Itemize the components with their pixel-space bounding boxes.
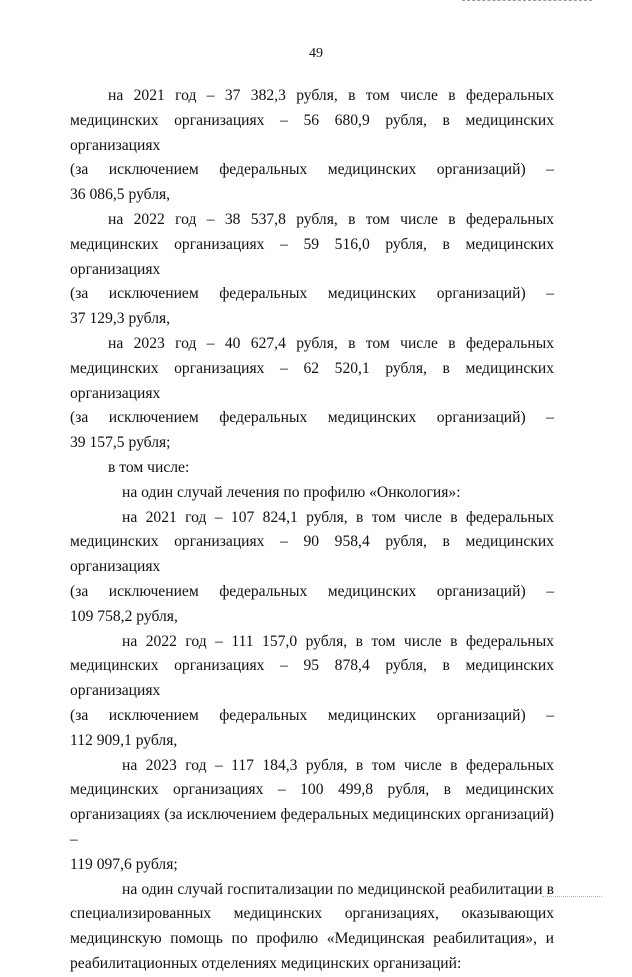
paragraph-including: в том числе:: [108, 458, 190, 476]
oncology-2022-line-1: на 2022 год – 111 157,0 рубля, в том числе в федеральных: [122, 632, 554, 650]
paragraph-2023-line-3: (за исключением федеральных медицинских организаций) –: [70, 409, 554, 427]
paragraph-2022-line-4: 37 129,3 рубля,: [70, 310, 171, 328]
oncology-2021-line-1: на 2021 год – 107 824,1 рубля, в том числе в федеральных: [122, 508, 554, 526]
rehabilitation-line-4: реабилитационных отделениях медицинских организаций:: [70, 954, 462, 972]
oncology-2021-line-4: 109 758,2 рубля,: [70, 607, 178, 625]
oncology-2022-line-2: медицинских организациях – 95 878,4 рубля, в медицинских организациях: [70, 657, 554, 700]
oncology-2023-line-1: на 2023 год – 117 184,3 рубля, в том числе в федеральных: [122, 756, 554, 774]
oncology-2022-line-3: (за исключением федеральных медицинских организаций) –: [70, 706, 554, 724]
oncology-2021-line-3: (за исключением федеральных медицинских организаций) –: [70, 582, 554, 600]
oncology-2022-line-4: 112 909,1 рубля,: [70, 731, 178, 749]
rehabilitation-line-1: на один случай госпитализации по медицинской реабилитации в: [122, 880, 554, 898]
page-number: 49: [309, 46, 323, 61]
scan-artifact-top: [462, 0, 592, 3]
paragraph-2023-line-1: на 2023 год – 40 627,4 рубля, в том числе в федеральных: [108, 334, 554, 352]
paragraph-2023-line-2: медицинских организациях – 62 520,1 рубля, в медицинских организациях: [70, 359, 554, 402]
paragraph-2022-line-3: (за исключением федеральных медицинских организаций) –: [70, 285, 554, 303]
oncology-2021-line-2: медицинских организациях – 90 958,4 рубля, в медицинских организациях: [70, 533, 554, 576]
oncology-2023-line-3: организациях (за исключением федеральных медицинских организаций) –: [70, 806, 554, 848]
paragraph-2022-line-1: на 2022 год – 38 537,8 рубля, в том числе в федеральных: [108, 210, 554, 228]
rehabilitation-line-3: медицинскую помощь по профилю «Медицинская реабилитация», и: [70, 930, 554, 948]
paragraph-oncology-heading: на один случай лечения по профилю «Онкология»:: [122, 483, 461, 501]
paragraph-2023-line-4: 39 157,5 рубля;: [70, 434, 171, 452]
paragraph-2021-line-2: медицинских организациях – 56 680,9 рубля, в медицинских организациях: [70, 111, 554, 154]
oncology-2023-line-2: медицинских организациях – 100 499,8 рубля, в медицинских: [70, 781, 554, 799]
document-body: [70, 84, 554, 977]
paragraph-2021-line-3: (за исключением федеральных медицинских организаций) –: [70, 161, 554, 179]
paragraph-2021-line-1: на 2021 год – 37 382,3 рубля, в том числе в федеральных: [108, 87, 554, 104]
paragraph-2021-line-4: 36 086,5 рубля,: [70, 186, 171, 204]
rehabilitation-line-2: специализированных медицинских организациях, оказывающих: [70, 905, 554, 923]
oncology-2023-line-4: 119 097,6 рубля;: [70, 855, 178, 873]
paragraph-2022-line-2: медицинских организациях – 59 516,0 рубля, в медицинских организациях: [70, 235, 554, 278]
